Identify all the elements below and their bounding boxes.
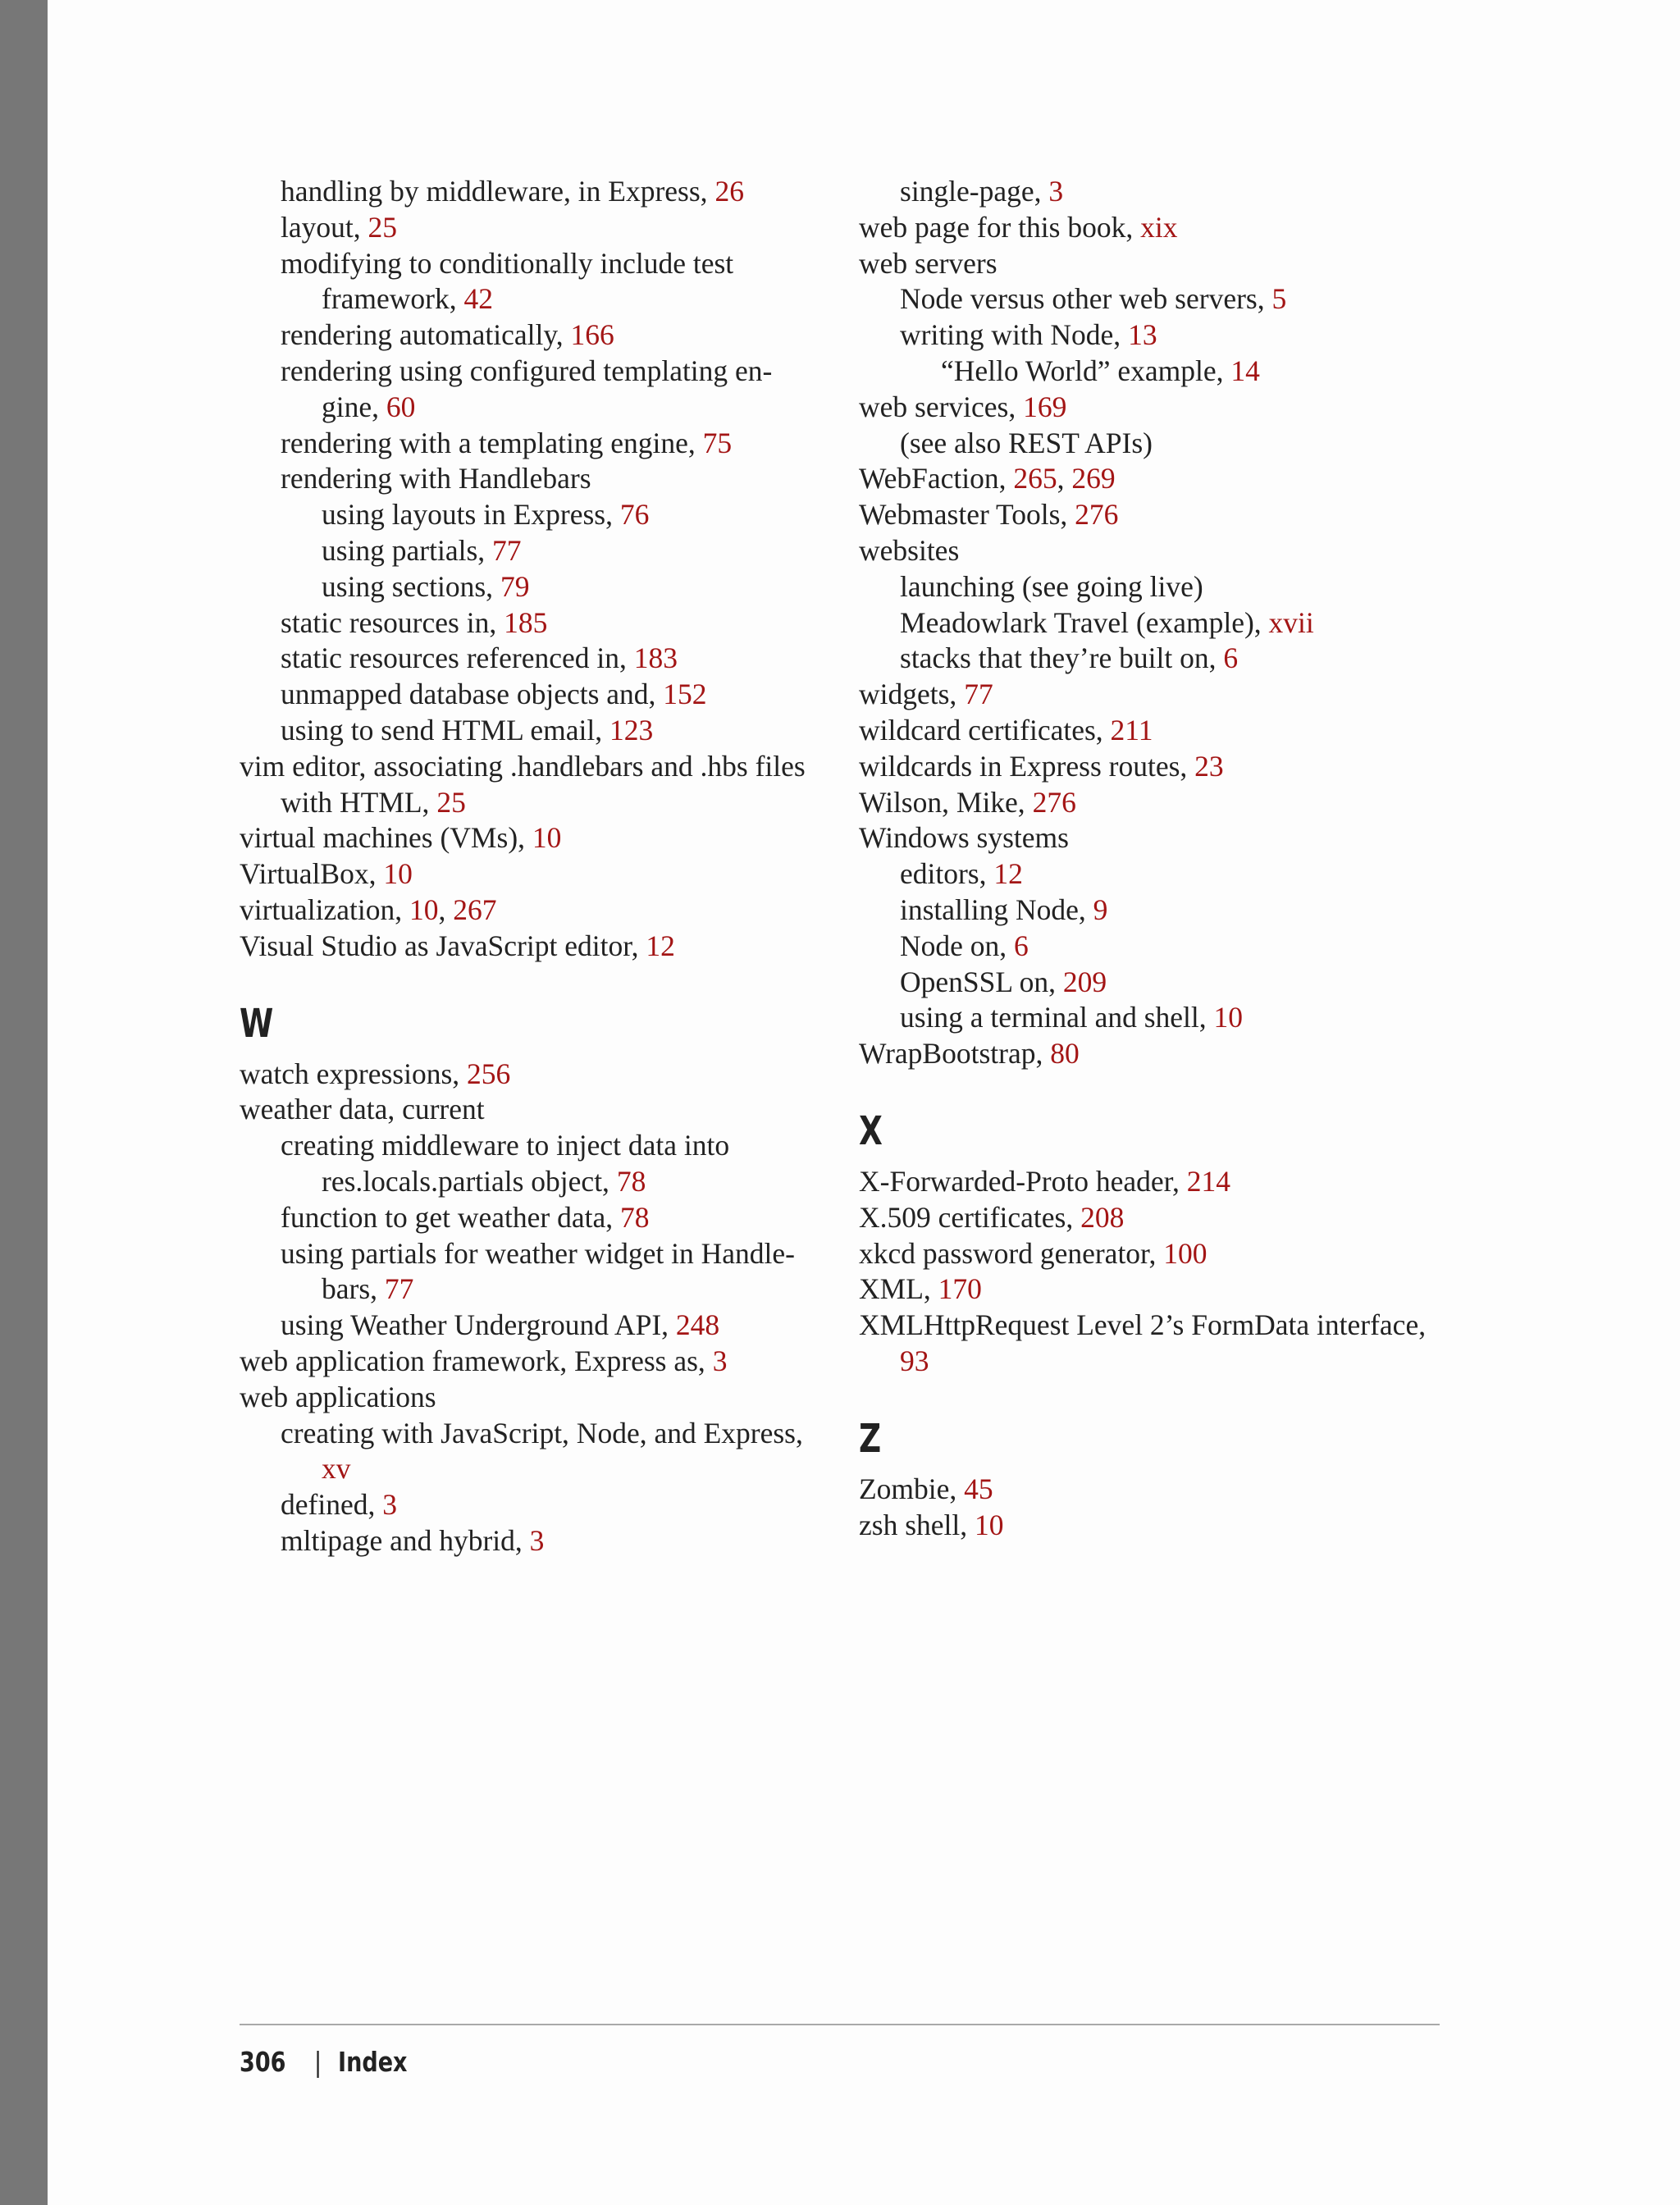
index-entry xyxy=(240,426,830,462)
index-entry xyxy=(859,281,1449,317)
index-entry xyxy=(240,749,830,785)
index-entry xyxy=(240,892,830,929)
index-entry xyxy=(859,426,1449,462)
index-term: WrapBootstrap, xyxy=(859,1037,1051,1071)
index-term: Wilson, Mike, xyxy=(859,785,1033,819)
index-term: creating with JavaScript, Node, and Express, xyxy=(281,1416,803,1449)
index-entry xyxy=(859,856,1449,892)
index-term: vim editor, associating .handlebars and .hbs files xyxy=(240,749,806,783)
index-term: unmapped database objects and, xyxy=(281,678,664,711)
index-entry xyxy=(240,820,830,856)
index-entry xyxy=(240,1344,830,1380)
page-reference-link[interactable]: 12 xyxy=(993,857,1023,891)
index-term: wildcard certificates, xyxy=(859,713,1111,746)
index-entry xyxy=(240,1380,830,1416)
index-term: rendering with a templating engine, xyxy=(281,426,703,459)
index-entry xyxy=(859,1308,1449,1344)
index-term: using a terminal and shell, xyxy=(900,1001,1214,1034)
index-entry xyxy=(240,1487,830,1523)
page-reference-link[interactable]: 10 xyxy=(409,892,439,926)
index-term: rendering automatically, xyxy=(281,318,571,352)
index-entry xyxy=(859,1000,1449,1036)
page-reference-link[interactable]: 10 xyxy=(975,1508,1004,1541)
index-entry xyxy=(859,749,1449,785)
index-term: Windows systems xyxy=(859,821,1069,855)
page-reference-link[interactable]: 6 xyxy=(1223,641,1239,675)
index-term: res.locals.partials object, xyxy=(322,1164,617,1198)
index-term: writing with Node, xyxy=(900,318,1129,352)
index-entry xyxy=(859,785,1449,821)
index-entry xyxy=(240,569,830,605)
index-entry xyxy=(240,605,830,641)
index-entry xyxy=(859,497,1449,533)
page-reference-link[interactable]: 78 xyxy=(616,1164,646,1198)
page-reference-link[interactable]: xvii xyxy=(1268,605,1314,639)
index-entry xyxy=(859,1164,1449,1200)
index-entry xyxy=(240,1416,830,1452)
index-entry xyxy=(859,965,1449,1001)
index-term: widgets, xyxy=(859,678,965,711)
page-reference-link[interactable]: 13 xyxy=(1128,318,1157,352)
index-entry xyxy=(240,1523,830,1559)
index-entry xyxy=(859,317,1449,354)
index-entry xyxy=(859,461,1449,497)
page-reference-link[interactable]: 256 xyxy=(467,1057,511,1090)
index-term: WebFaction, xyxy=(859,462,1014,495)
index-entry xyxy=(240,1236,830,1272)
index-term: creating middleware to inject data into xyxy=(281,1129,730,1162)
page-reference-link[interactable]: 93 xyxy=(900,1344,929,1377)
index-term: Meadowlark Travel (example), xyxy=(900,605,1269,639)
index-entry xyxy=(859,929,1449,965)
index-entry xyxy=(240,785,830,821)
index-entry xyxy=(240,1200,830,1236)
page-reference-link[interactable]: 214 xyxy=(1186,1164,1231,1198)
page-reference-link[interactable]: xix xyxy=(1140,210,1178,244)
index-term: “Hello World” example, xyxy=(941,354,1231,387)
page-reference-link[interactable]: 45 xyxy=(964,1472,993,1505)
page-reference-link[interactable]: 75 xyxy=(702,426,733,459)
index-entry xyxy=(240,1451,830,1487)
ref-separator: , xyxy=(1057,462,1072,495)
page-reference-link[interactable]: 10 xyxy=(532,821,562,855)
index-entry xyxy=(240,1128,830,1164)
page-reference-link[interactable]: 79 xyxy=(500,569,530,603)
index-entry xyxy=(240,174,830,210)
page-reference-link[interactable]: 77 xyxy=(384,1272,414,1306)
index-entry xyxy=(859,1472,1449,1508)
index-entry xyxy=(859,1200,1449,1236)
index-column-left xyxy=(240,174,830,1559)
index-entry xyxy=(859,174,1449,210)
index-term: Node versus other web servers, xyxy=(900,282,1272,316)
index-term: X.509 certificates, xyxy=(859,1200,1081,1234)
index-term: Zombie, xyxy=(859,1472,965,1505)
page-reference-link[interactable]: 60 xyxy=(386,390,416,423)
index-term: X-Forwarded-Proto header, xyxy=(859,1164,1187,1198)
page-reference-link[interactable]: 3 xyxy=(712,1344,728,1377)
index-term: virtualization, xyxy=(240,892,410,926)
index-term: framework, xyxy=(322,282,464,316)
ref-separator: , xyxy=(438,892,454,926)
index-entry xyxy=(859,641,1449,677)
index-term: using partials for weather widget in Handle- xyxy=(281,1236,795,1270)
page-reference-link[interactable]: 10 xyxy=(383,857,413,891)
page-reference-link[interactable]: 248 xyxy=(675,1308,720,1342)
index-term: Webmaster Tools, xyxy=(859,498,1075,532)
page-reference-link[interactable]: 152 xyxy=(663,678,707,711)
index-term: handling by middleware, in Express, xyxy=(281,175,715,208)
page-reference-link[interactable]: 3 xyxy=(1048,175,1064,208)
index-term: XML, xyxy=(859,1272,938,1306)
page-reference-link[interactable]: 276 xyxy=(1075,498,1119,532)
index-term: using sections, xyxy=(322,569,500,603)
page-reference-link[interactable]: 185 xyxy=(504,605,548,639)
page-reference-link[interactable]: 267 xyxy=(453,892,497,926)
index-term: gine, xyxy=(322,390,386,423)
index-term: defined, xyxy=(281,1488,383,1522)
page-reference-link[interactable]: 123 xyxy=(609,713,654,746)
index-term: editors, xyxy=(900,857,994,891)
index-entry xyxy=(859,713,1449,749)
index-entry xyxy=(240,210,830,246)
page-reference-link[interactable]: 3 xyxy=(382,1488,397,1522)
index-term: wildcards in Express routes, xyxy=(859,749,1195,783)
index-term: web page for this book, xyxy=(859,210,1141,244)
page-footer xyxy=(240,2044,422,2080)
index-entry xyxy=(859,1271,1449,1308)
index-term: virtual machines (VMs), xyxy=(240,821,532,855)
page-reference-link[interactable]: 169 xyxy=(1023,390,1067,423)
index-entry xyxy=(859,677,1449,713)
index-entry xyxy=(240,856,830,892)
index-entry xyxy=(859,246,1449,282)
index-term: stacks that they’re built on, xyxy=(900,641,1224,675)
index-term: using layouts in Express, xyxy=(322,498,620,532)
index-entry xyxy=(240,1092,830,1128)
index-term: web servers xyxy=(859,246,998,280)
index-term: static resources referenced in, xyxy=(281,641,634,675)
index-term: zsh shell, xyxy=(859,1508,975,1541)
index-entry xyxy=(240,1057,830,1093)
index-term: launching (see going live) xyxy=(900,569,1203,603)
index-term: OpenSSL on, xyxy=(900,965,1063,998)
index-entry xyxy=(240,281,830,317)
page-reference-link[interactable]: 209 xyxy=(1062,965,1107,998)
page-reference-link[interactable]: 78 xyxy=(620,1200,650,1234)
index-entry xyxy=(859,210,1449,246)
page-reference-link[interactable]: 6 xyxy=(1014,929,1029,962)
index-letter-heading: Z xyxy=(859,1415,882,1462)
page-reference-link[interactable]: 170 xyxy=(938,1272,982,1306)
page-reference-link[interactable]: 23 xyxy=(1194,749,1224,783)
index-term: VirtualBox, xyxy=(240,857,384,891)
index-term: single-page, xyxy=(900,175,1049,208)
index-entry xyxy=(859,390,1449,426)
index-term: mltipage and hybrid, xyxy=(281,1523,530,1557)
index-term: bars, xyxy=(322,1272,385,1306)
index-entry xyxy=(240,533,830,569)
page-reference-link[interactable]: 166 xyxy=(570,318,614,352)
index-entry xyxy=(240,1271,830,1308)
page-reference-link[interactable]: 211 xyxy=(1110,713,1153,746)
index-term: weather data, current xyxy=(240,1093,485,1126)
index-term: XMLHttpRequest Level 2’s FormData interface, xyxy=(859,1308,1427,1342)
page-reference-link[interactable]: 183 xyxy=(633,641,678,675)
index-entry xyxy=(240,1164,830,1200)
index-term: (see also REST APIs) xyxy=(900,426,1153,459)
index-entry xyxy=(240,461,830,497)
index-term: Visual Studio as JavaScript editor, xyxy=(240,929,646,962)
page-reference-link[interactable]: 14 xyxy=(1230,354,1260,387)
index-term: web application framework, Express as, xyxy=(240,1344,713,1377)
footer-separator: | xyxy=(313,2046,322,2078)
page-reference-link[interactable]: 269 xyxy=(1071,462,1116,495)
page-reference-link[interactable]: 12 xyxy=(646,929,675,962)
index-term: modifying to conditionally include test xyxy=(281,246,734,280)
page-gutter xyxy=(0,0,48,2205)
index-entry xyxy=(859,820,1449,856)
index-term: web applications xyxy=(240,1380,436,1413)
index-letter-heading: W xyxy=(240,1000,274,1047)
index-entry xyxy=(240,713,830,749)
index-term: rendering with Handlebars xyxy=(281,462,591,495)
index-entry xyxy=(859,605,1449,641)
index-entry xyxy=(240,929,830,965)
index-term: watch expressions, xyxy=(240,1057,468,1090)
index-entry xyxy=(859,892,1449,929)
index-term: web services, xyxy=(859,390,1024,423)
page-reference-link[interactable]: 76 xyxy=(619,498,650,532)
page-reference-link[interactable]: 77 xyxy=(492,533,522,567)
page-reference-link[interactable]: 3 xyxy=(529,1523,545,1557)
index-entry xyxy=(859,533,1449,569)
page-number: 306 xyxy=(240,2046,286,2078)
index-term: function to get weather data, xyxy=(281,1200,621,1234)
index-term: using to send HTML email, xyxy=(281,713,609,746)
page-reference-link[interactable]: 208 xyxy=(1080,1200,1125,1234)
page-reference-link[interactable]: 100 xyxy=(1163,1236,1208,1270)
index-entry xyxy=(240,317,830,354)
index-term: xkcd password generator, xyxy=(859,1236,1164,1270)
footer-rule xyxy=(240,2024,1440,2025)
page-reference-link[interactable]: xv xyxy=(322,1452,351,1486)
index-entry xyxy=(240,246,830,282)
index-term: using Weather Underground API, xyxy=(281,1308,676,1342)
index-entry xyxy=(240,641,830,677)
index-term: using partials, xyxy=(322,533,493,567)
index-term: with HTML, xyxy=(281,785,437,819)
index-entry xyxy=(240,1308,830,1344)
section-title: Index xyxy=(338,2046,408,2078)
index-entry xyxy=(240,497,830,533)
index-entry xyxy=(240,390,830,426)
index-column-right xyxy=(859,174,1449,1543)
index-entry xyxy=(240,354,830,390)
index-entry xyxy=(859,1236,1449,1272)
index-term: installing Node, xyxy=(900,892,1093,926)
page-reference-link[interactable]: 42 xyxy=(463,282,493,316)
page-reference-link[interactable]: 9 xyxy=(1093,892,1108,926)
index-letter-heading: X xyxy=(859,1107,883,1154)
page-reference-link[interactable]: 265 xyxy=(1013,462,1057,495)
page-reference-link[interactable]: 77 xyxy=(964,678,993,711)
index-entry xyxy=(859,354,1449,390)
index-term: rendering using configured templating en- xyxy=(281,354,773,387)
page-reference-link[interactable]: 25 xyxy=(368,210,397,244)
index-term: layout, xyxy=(281,210,368,244)
index-entry xyxy=(240,677,830,713)
page-reference-link[interactable]: 10 xyxy=(1213,1001,1244,1034)
index-term: websites xyxy=(859,533,960,567)
index-entry xyxy=(859,569,1449,605)
index-entry xyxy=(859,1344,1449,1380)
index-entry xyxy=(859,1036,1449,1072)
index-entry xyxy=(859,1508,1449,1544)
page-reference-link[interactable]: 276 xyxy=(1032,785,1076,819)
page-reference-link[interactable]: 5 xyxy=(1271,282,1287,316)
page-reference-link[interactable]: 25 xyxy=(436,785,466,819)
index-term: Node on, xyxy=(900,929,1015,962)
index-term: static resources in, xyxy=(281,605,504,639)
page-reference-link[interactable]: 26 xyxy=(714,175,744,208)
page-reference-link[interactable]: 80 xyxy=(1050,1037,1080,1071)
